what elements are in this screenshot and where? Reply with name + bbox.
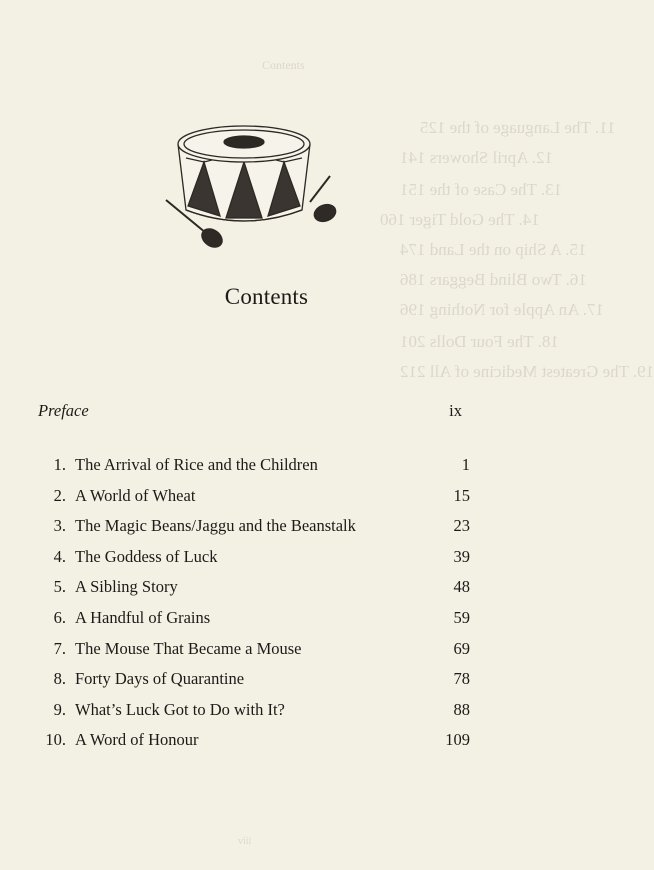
chapter-title: What’s Luck Got to Do with It? — [75, 699, 285, 719]
chapter-entry — [38, 639, 470, 670]
chapter-page: 88 — [453, 699, 470, 719]
chapter-page: 15 — [453, 485, 470, 505]
chapter-list — [38, 455, 470, 761]
chapter-number: 3. — [53, 516, 66, 536]
page-title: Contents — [224, 284, 309, 309]
chapter-entry — [38, 577, 470, 608]
chapter-page: 1 — [461, 455, 470, 474]
preface-label: Preface — [38, 401, 89, 420]
chapter-page: 48 — [453, 577, 470, 597]
chapter-page: 78 — [453, 669, 470, 689]
chapter-number: 5. — [53, 577, 66, 597]
chapter-title: The Mouse That Became a Mouse — [75, 638, 302, 658]
chapter-entry — [38, 700, 470, 731]
drum-illustration — [160, 118, 346, 258]
chapter-title: The Goddess of Luck — [75, 546, 218, 566]
chapter-number: 4. — [53, 546, 66, 566]
chapter-entry — [38, 486, 470, 517]
chapter-number: 8. — [53, 669, 66, 689]
chapter-entry — [38, 669, 470, 700]
preface-page: ix — [449, 401, 462, 420]
chapter-number: 10. — [45, 730, 66, 750]
chapter-title: Forty Days of Quarantine — [75, 669, 245, 689]
chapter-title: A Word of Honour — [75, 730, 199, 750]
chapter-entry — [38, 516, 470, 547]
chapter-page: 59 — [453, 607, 470, 627]
chapter-entry — [38, 730, 470, 761]
chapter-title: A Handful of Grains — [75, 607, 211, 627]
chapter-page: 69 — [453, 638, 470, 658]
preface-entry — [38, 401, 462, 421]
chapter-entry — [38, 547, 470, 578]
chapter-title: A Sibling Story — [75, 577, 178, 597]
chapter-title: The Arrival of Rice and the Children — [75, 455, 318, 474]
book-page: Contents 11. The Language of the 125 12. April Showers 141 13. The Case of the 151 14. The Gold Tiger 160 15. A Ship on the Land 174 16. Two Blind Beggars 186 17. An Apple for Nothing 196 18. The Four Dolls 201 19. The Greatest Medicine of All 212 viii Contents Preface ix 1. The Arrival of Rice and the Children 1 2. A World of Wheat 15 3. The Magic Beans/Jaggu and the Beanstalk 23 4. The Goddess of Luck 39 5. A Sibling Story 48 6. A Handful of Grains 59 7. The Mouse That Became a Mouse 69 8. Forty Days of Quarantine 78 9. What’s Luck Got to Do with It? 88 10. A Word of Honour 109 — [0, 0, 533, 870]
chapter-entry — [38, 455, 470, 486]
chapter-page: 109 — [445, 730, 470, 750]
chapter-number: 9. — [53, 699, 66, 719]
chapter-page: 23 — [453, 516, 470, 536]
chapter-number: 1. — [53, 455, 66, 474]
chapter-number: 6. — [53, 607, 66, 627]
chapter-number: 7. — [53, 638, 66, 658]
chapter-title: A World of Wheat — [75, 485, 196, 505]
chapter-entry — [38, 608, 470, 639]
chapter-number: 2. — [53, 485, 66, 505]
chapter-page: 39 — [453, 546, 470, 566]
chapter-title: The Magic Beans/Jaggu and the Beanstalk — [75, 516, 356, 536]
